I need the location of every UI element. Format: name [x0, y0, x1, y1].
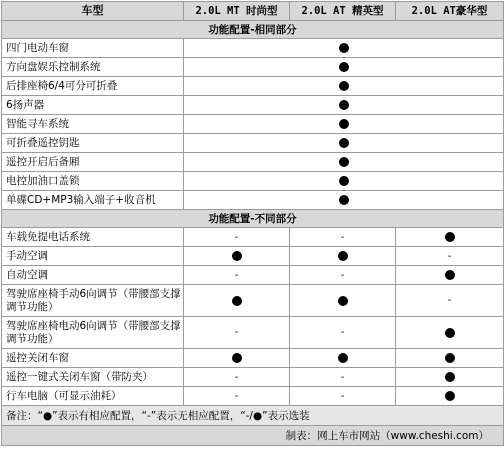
- value-cell-all: [184, 115, 504, 134]
- table-row: [2, 247, 504, 266]
- feature-name: 可折叠遥控钥匙: [2, 134, 184, 153]
- table-row: [2, 58, 504, 77]
- dash-mark: -: [340, 371, 345, 383]
- feature-name: 驾驶席座椅电动6向调节（带腰部支撑调节功能）: [2, 317, 184, 349]
- feature-name: 方向盘娱乐控制系统: [2, 58, 184, 77]
- value-cell-model-1: [184, 387, 290, 406]
- filled-dot-icon: [339, 81, 349, 91]
- feature-name: 遥控开启后备厢: [2, 153, 184, 172]
- filled-dot-icon: [338, 296, 348, 306]
- dash-mark: -: [234, 327, 239, 338]
- filled-dot-icon: [445, 372, 455, 382]
- value-cell-model-2: [290, 387, 396, 406]
- filled-dot-icon: [339, 157, 349, 167]
- filled-dot-icon: [339, 119, 349, 129]
- value-cell-model-3: [396, 387, 504, 406]
- filled-dot-icon: [232, 251, 242, 261]
- value-cell-model-2: [290, 285, 396, 317]
- table-row: [2, 134, 504, 153]
- filled-dot-icon: [445, 270, 455, 280]
- feature-name: 智能寻车系统: [2, 115, 184, 134]
- feature-name: 电控加油口盖锁: [2, 172, 184, 191]
- table-row: [2, 115, 504, 134]
- header-row: [2, 2, 504, 21]
- filled-dot-icon: [338, 353, 348, 363]
- value-cell-model-2: [290, 247, 396, 266]
- value-cell-model-2: [290, 228, 396, 247]
- value-cell-all: [184, 39, 504, 58]
- legend-note: 备注：“●”表示有相应配置，“-”表示无相应配置，“-/●”表示选装: [2, 406, 504, 426]
- feature-name: 遥控关闭车窗: [2, 349, 184, 368]
- feature-name: 驾驶席座椅手动6向调节（带腰部支撑调节功能）: [2, 285, 184, 317]
- value-cell-model-3: [396, 368, 504, 387]
- spec-comparison-table: [1, 1, 504, 446]
- footer-row: [2, 426, 504, 446]
- section-title: 功能配置-不同部分: [2, 210, 504, 228]
- header-model-3: 2.0L AT豪华型: [396, 2, 504, 21]
- dash-mark: -: [340, 327, 345, 338]
- filled-dot-icon: [445, 328, 455, 338]
- table-row: [2, 368, 504, 387]
- feature-name: 遥控一键式关闭车窗（带防夹）: [2, 368, 184, 387]
- table-row: [2, 153, 504, 172]
- value-cell-model-1: [184, 266, 290, 285]
- value-cell-model-2: [290, 349, 396, 368]
- value-cell-all: [184, 58, 504, 77]
- dash-mark: -: [340, 231, 345, 243]
- value-cell-model-2: [290, 368, 396, 387]
- value-cell-model-1: [184, 247, 290, 266]
- dash-mark: -: [234, 390, 239, 402]
- filled-dot-icon: [232, 353, 242, 363]
- value-cell-model-3: [396, 317, 504, 349]
- table-row: [2, 387, 504, 406]
- header-model-label: 车型: [2, 2, 184, 21]
- filled-dot-icon: [339, 100, 349, 110]
- table-row: [2, 349, 504, 368]
- filled-dot-icon: [339, 43, 349, 53]
- value-cell-all: [184, 153, 504, 172]
- feature-name: 四门电动车窗: [2, 39, 184, 58]
- header-model-2: 2.0L AT 精英型: [290, 2, 396, 21]
- table-row: [2, 191, 504, 210]
- value-cell-model-3: [396, 228, 504, 247]
- feature-name: 车载免提电话系统: [2, 228, 184, 247]
- value-cell-model-1: [184, 285, 290, 317]
- spec-table-container: [0, 1, 504, 472]
- value-cell-model-3: [396, 266, 504, 285]
- table-row: [2, 39, 504, 58]
- feature-name: 后排座椅6/4可分可折叠: [2, 77, 184, 96]
- table-row: [2, 317, 504, 349]
- value-cell-model-3: [396, 285, 504, 317]
- dash-mark: -: [340, 269, 345, 281]
- feature-name: 单碟CD+MP3输入端子+收音机: [2, 191, 184, 210]
- filled-dot-icon: [445, 353, 455, 363]
- dash-mark: -: [340, 390, 345, 402]
- dash-mark: -: [447, 250, 452, 262]
- feature-name: 行车电脑（可显示油耗）: [2, 387, 184, 406]
- dash-mark: -: [234, 269, 239, 281]
- dash-mark: -: [234, 231, 239, 243]
- filled-dot-icon: [339, 138, 349, 148]
- value-cell-model-2: [290, 317, 396, 349]
- value-cell-model-3: [396, 349, 504, 368]
- filled-dot-icon: [339, 176, 349, 186]
- table-row: [2, 228, 504, 247]
- filled-dot-icon: [339, 62, 349, 72]
- feature-name: 手动空调: [2, 247, 184, 266]
- table-row: [2, 172, 504, 191]
- filled-dot-icon: [338, 251, 348, 261]
- value-cell-all: [184, 96, 504, 115]
- value-cell-model-1: [184, 368, 290, 387]
- dash-mark: -: [234, 371, 239, 383]
- value-cell-all: [184, 77, 504, 96]
- value-cell-model-1: [184, 317, 290, 349]
- table-row: [2, 96, 504, 115]
- value-cell-model-3: [396, 247, 504, 266]
- feature-name: 自动空调: [2, 266, 184, 285]
- source-credit: 制表：网上车市网站（www.cheshi.com）: [2, 426, 504, 446]
- table-row: [2, 77, 504, 96]
- value-cell-all: [184, 191, 504, 210]
- table-row: [2, 266, 504, 285]
- table-row: [2, 285, 504, 317]
- value-cell-model-2: [290, 266, 396, 285]
- header-model-1: 2.0L MT 时尚型: [184, 2, 290, 21]
- note-row: [2, 406, 504, 426]
- value-cell-all: [184, 134, 504, 153]
- filled-dot-icon: [339, 195, 349, 205]
- value-cell-model-1: [184, 349, 290, 368]
- value-cell-model-1: [184, 228, 290, 247]
- feature-name: 6扬声器: [2, 96, 184, 115]
- value-cell-all: [184, 172, 504, 191]
- section-header-row: [2, 210, 504, 228]
- section-header-row: [2, 21, 504, 39]
- section-title: 功能配置-相同部分: [2, 21, 504, 39]
- filled-dot-icon: [445, 232, 455, 242]
- dash-mark: -: [447, 295, 452, 306]
- filled-dot-icon: [445, 391, 455, 401]
- filled-dot-icon: [232, 296, 242, 306]
